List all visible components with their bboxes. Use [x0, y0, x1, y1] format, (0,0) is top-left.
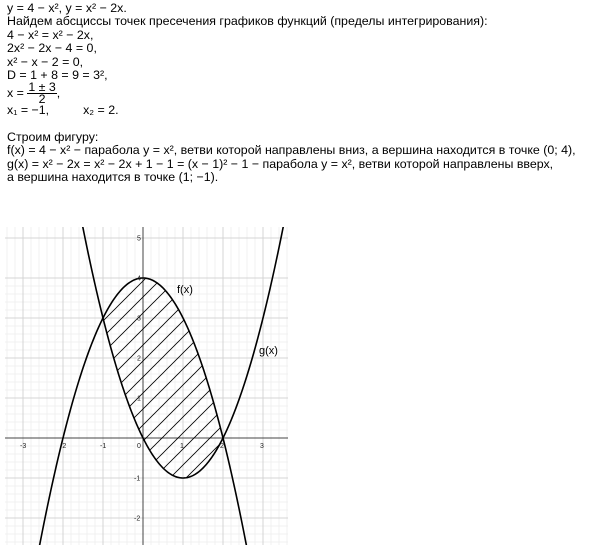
intersection-heading: Найдем абсциссы точек пресечения графиков функций (пределы интегрирования):: [7, 14, 488, 29]
y-tick-label: 2: [137, 355, 141, 363]
label-f: f(x): [177, 284, 193, 296]
equation-step-1: 4 − x² = x² − 2x,: [7, 27, 94, 42]
label-g: g(x): [259, 345, 278, 357]
y-tick-label: 5: [137, 235, 141, 243]
equation-step-3: x² − x − 2 = 0,: [7, 54, 84, 69]
g-vertex-description: а вершина находится в точке (1; −1).: [7, 169, 219, 184]
f-description: f(x) = 4 − x² − парабола y = x², ветви которой направлены вниз, а вершина находится в точке (0; 4),: [7, 143, 576, 158]
x-tick-label: -3: [20, 443, 27, 450]
y-tick-label: -1: [134, 475, 141, 483]
y-tick-label: 3: [137, 315, 141, 323]
x-tick-label: 3: [260, 443, 264, 450]
roots-formula-suffix: ,: [56, 86, 61, 101]
y-tick-label: -2: [134, 515, 141, 523]
solution-text: [7, 2, 597, 184]
discriminant-line: D = 1 + 8 = 9 = 3²,: [7, 67, 108, 82]
x-tick-label: -2: [60, 443, 67, 450]
shaded-region: [103, 275, 223, 478]
function-graph: [5, 227, 288, 545]
root-x1: x₁ = −1,: [7, 103, 50, 118]
x-tick-label: 1: [180, 443, 184, 450]
g-description: g(x) = x² − 2x = x² − 2x + 1 − 1 = (x − 1)² − 1 − парабола y = x², ветви которой направлены вверх,: [7, 156, 554, 171]
roots-formula: [7, 80, 597, 107]
x-tick-label: -1: [100, 443, 107, 450]
build-figure-heading: Строим фигуру:: [7, 129, 99, 144]
roots-fraction-numerator: 1 ± 3: [28, 80, 56, 95]
y-tick-label: 4: [137, 275, 141, 283]
x-tick-label: 0: [137, 443, 141, 450]
roots-formula-prefix: x =: [7, 86, 24, 101]
roots-values: [7, 104, 597, 117]
root-x2: x₂ = 2.: [83, 103, 119, 118]
roots-fraction-denominator: 2: [38, 92, 46, 107]
equations-line: y = 4 − x², y = x² − 2x.: [7, 1, 127, 15]
y-tick-label: 1: [137, 395, 141, 403]
equation-step-2: 2x² − 2x − 4 = 0,: [7, 41, 97, 56]
roots-fraction: [27, 82, 56, 105]
x-tick-label: 2: [220, 443, 224, 450]
